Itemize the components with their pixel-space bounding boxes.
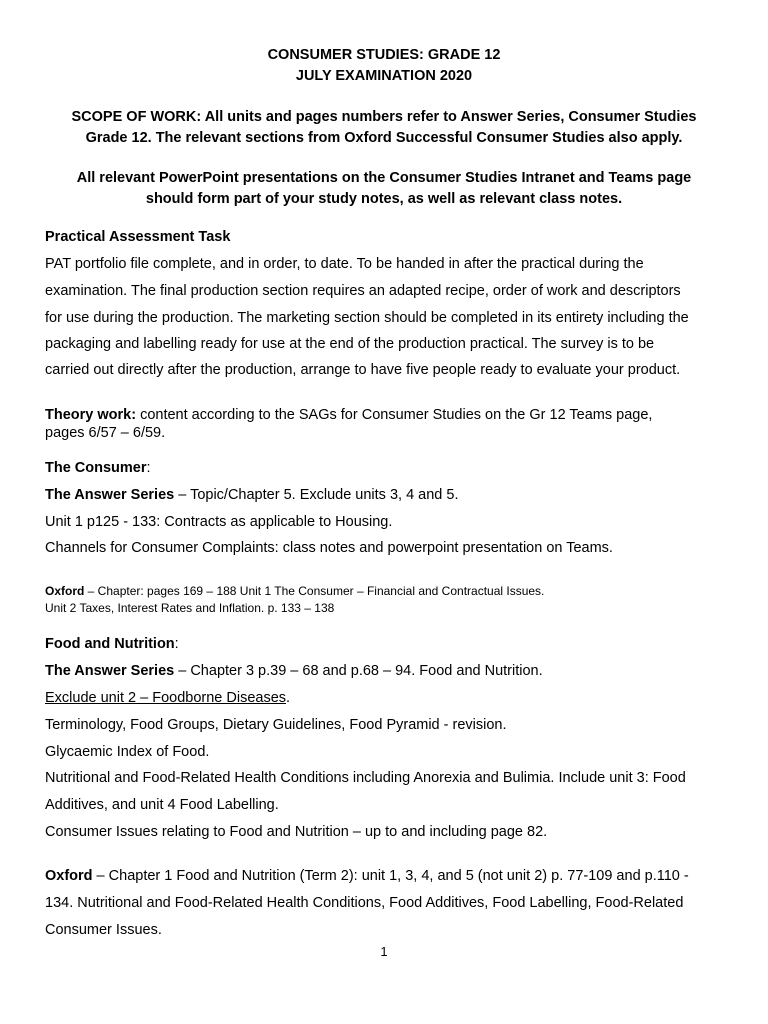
food-oxford-line-2: 134. Nutritional and Food-Related Health Conditions, Food Additives, Food Labelling, Food-Related bbox=[45, 895, 684, 911]
food-oxford-label: Oxford bbox=[45, 868, 93, 884]
food-conditions-line-2: Additives, and unit 4 Food Labelling. bbox=[45, 797, 279, 813]
scope-line-2: Grade 12. The relevant sections from Oxford Successful Consumer Studies also apply. bbox=[85, 129, 683, 146]
pat-line-2: examination. The final production section requires an adapted recipe, order of work and descriptors bbox=[45, 283, 681, 299]
theory-line-2: pages 6/57 – 6/59. bbox=[45, 425, 166, 441]
food-exclude-line: Exclude unit 2 – Foodborne Diseases. bbox=[45, 690, 291, 706]
food-exclude: Exclude unit 2 – Foodborne Diseases bbox=[45, 690, 287, 706]
consumer-answer-label: The Answer Series bbox=[45, 487, 175, 503]
food-conditions-line-1: Nutritional and Food-Related Health Conditions including Anorexia and Bulimia. Include unit 3: Food bbox=[45, 770, 686, 786]
consumer-answer-line bbox=[45, 485, 459, 505]
consumer-oxford-text: – Chapter: pages 169 – 188 Unit 1 The Consumer – Financial and Contractual Issues. bbox=[84, 584, 545, 598]
consumer-heading: The Consumer bbox=[45, 460, 147, 476]
consumer-answer-text: – Topic/Chapter 5. Exclude units 3, 4 and 5. bbox=[174, 487, 459, 503]
scope-line-1: SCOPE OF WORK: All units and pages numbers refer to Answer Series, Consumer Studies bbox=[71, 109, 697, 125]
consumer-heading-line: The Consumer: bbox=[45, 460, 151, 476]
powerpoint-line-1: All relevant PowerPoint presentations on the Consumer Studies Intranet and Teams page bbox=[76, 170, 692, 186]
title-line-2: JULY EXAMINATION 2020 bbox=[295, 67, 473, 84]
food-heading: Food and Nutrition bbox=[45, 636, 175, 652]
consumer-oxford-line-2: Unit 2 Taxes, Interest Rates and Inflation. p. 133 – 138 bbox=[45, 601, 335, 615]
pat-line-4: packaging and labelling ready for use at the end of the production practical. The survey is to be bbox=[45, 336, 655, 352]
food-oxford-line-3: Consumer Issues. bbox=[45, 922, 162, 938]
theory-text: content according to the SAGs for Consumer Studies on the Gr 12 Teams page, bbox=[136, 407, 653, 423]
consumer-channels: Channels for Consumer Complaints: class notes and powerpoint presentation on Teams. bbox=[45, 540, 613, 556]
page-number: 1 bbox=[380, 944, 388, 959]
powerpoint-note bbox=[40, 168, 728, 209]
title-line-1: CONSUMER STUDIES: GRADE 12 bbox=[267, 47, 501, 63]
food-terminology: Terminology, Food Groups, Dietary Guidelines, Food Pyramid - revision. bbox=[45, 717, 507, 733]
consumer-oxford-line-1 bbox=[45, 583, 544, 600]
food-answer-label: The Answer Series bbox=[45, 663, 175, 679]
food-glycaemic: Glycaemic Index of Food. bbox=[45, 744, 210, 760]
consumer-unit1: Unit 1 p125 - 133: Contracts as applicable to Housing. bbox=[45, 514, 393, 530]
theory-label: Theory work: bbox=[45, 407, 137, 423]
food-answer-line bbox=[45, 661, 543, 681]
document-title bbox=[40, 45, 728, 86]
pat-line-3: for use during the production. The marketing section should be completed in its entirety including the bbox=[45, 310, 689, 326]
theory-line-1 bbox=[45, 405, 652, 425]
pat-line-1: PAT portfolio file complete, and in order, to date. To be handed in after the practical during the bbox=[45, 256, 644, 272]
pat-line-5: carried out directly after the production, arrange to have five people ready to evaluate your product. bbox=[45, 362, 681, 378]
food-answer-text: – Chapter 3 p.39 – 68 and p.68 – 94. Food and Nutrition. bbox=[174, 663, 543, 679]
food-issues: Consumer Issues relating to Food and Nutrition – up to and including page 82. bbox=[45, 824, 548, 840]
food-oxford-text: – Chapter 1 Food and Nutrition (Term 2): unit 1, 3, 4, and 5 (not unit 2) p. 77-109 and p.110 - bbox=[92, 868, 689, 884]
powerpoint-line-2: should form part of your study notes, as well as relevant class notes. bbox=[145, 190, 623, 207]
consumer-oxford-label: Oxford bbox=[45, 584, 85, 598]
food-heading-line: Food and Nutrition: bbox=[45, 636, 179, 652]
scope-of-work bbox=[40, 107, 728, 148]
food-oxford-line-1 bbox=[45, 866, 689, 886]
pat-heading: Practical Assessment Task bbox=[45, 229, 231, 245]
